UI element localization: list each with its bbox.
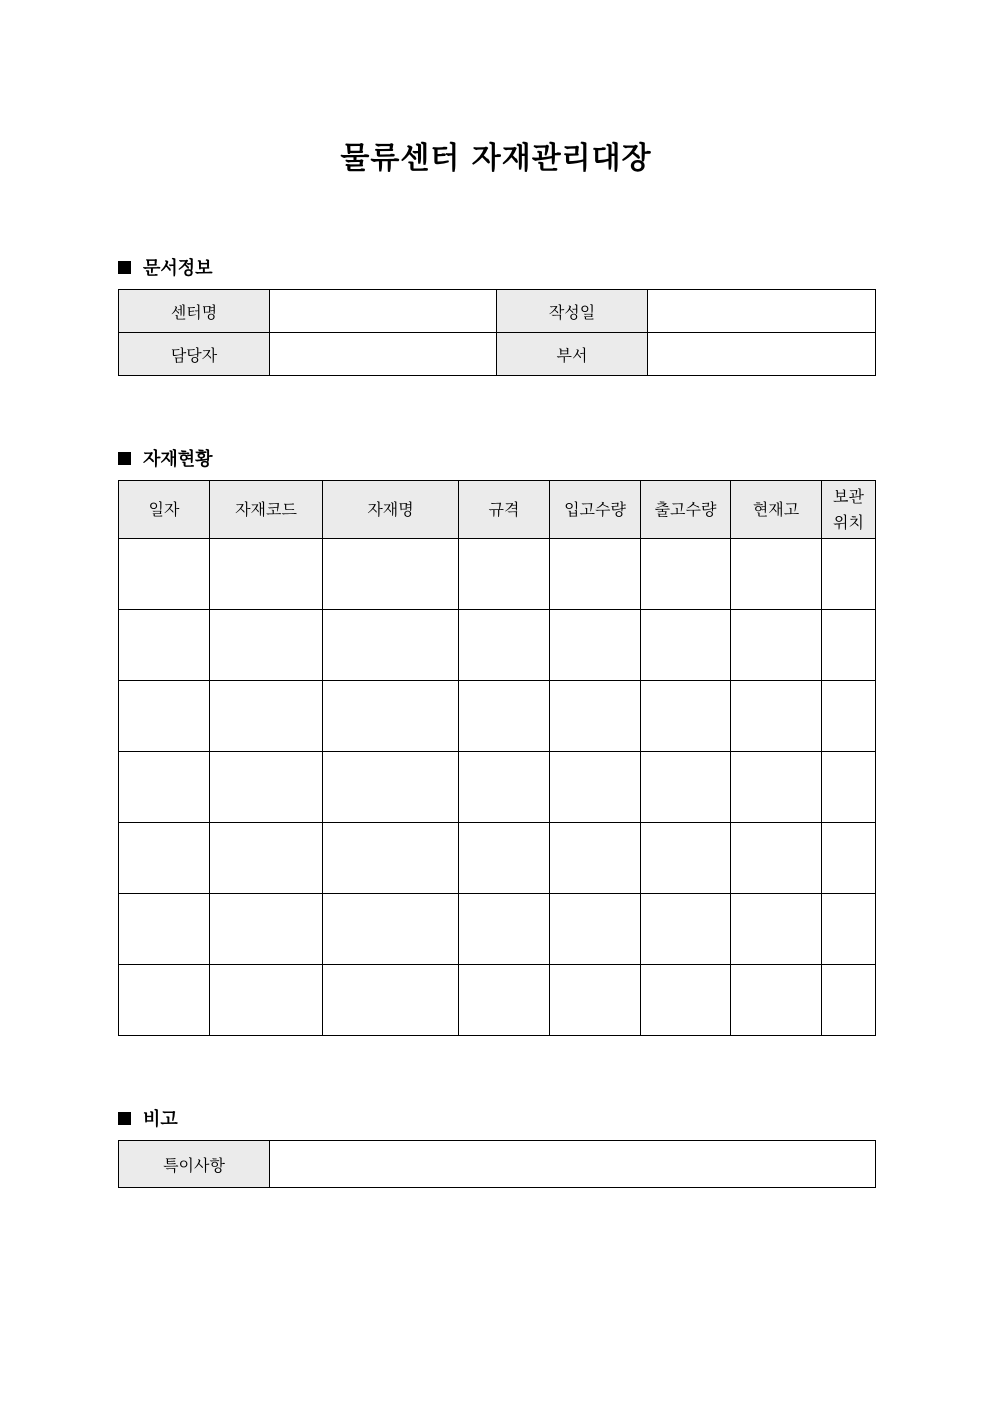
center-name-label: 센터명 — [119, 290, 270, 333]
column-header-date: 일자 — [119, 481, 210, 539]
table-cell[interactable] — [210, 894, 323, 965]
table-cell[interactable] — [119, 752, 210, 823]
table-cell[interactable] — [210, 610, 323, 681]
table-cell[interactable] — [119, 681, 210, 752]
column-header-storage-location — [822, 481, 876, 539]
table-cell[interactable] — [459, 539, 550, 610]
table-cell[interactable] — [459, 894, 550, 965]
table-cell[interactable] — [323, 894, 459, 965]
table-cell[interactable] — [323, 823, 459, 894]
remarks-label: 특이사항 — [119, 1141, 270, 1188]
header-line: 보관 — [833, 486, 864, 506]
column-header-current-stock: 현재고 — [731, 481, 822, 539]
center-name-field[interactable] — [270, 290, 497, 333]
table-cell[interactable] — [822, 894, 876, 965]
table-cell[interactable] — [459, 681, 550, 752]
table-cell[interactable] — [550, 681, 641, 752]
table-cell[interactable] — [550, 823, 641, 894]
date-field[interactable] — [648, 290, 876, 333]
table-cell[interactable] — [459, 752, 550, 823]
date-label: 작성일 — [497, 290, 648, 333]
table-cell[interactable] — [119, 965, 210, 1036]
table-cell[interactable] — [822, 681, 876, 752]
table-cell[interactable] — [323, 610, 459, 681]
table-cell[interactable] — [119, 539, 210, 610]
table-cell[interactable] — [119, 610, 210, 681]
table-row — [119, 539, 876, 610]
table-cell[interactable] — [119, 823, 210, 894]
table-header-row — [119, 481, 876, 539]
table-cell[interactable] — [459, 823, 550, 894]
section-title: 자재현황 — [143, 449, 213, 470]
column-header-inbound-qty: 입고수량 — [550, 481, 641, 539]
table-cell[interactable] — [822, 610, 876, 681]
table-cell[interactable] — [822, 752, 876, 823]
section-heading-doc-info — [118, 254, 213, 280]
table-cell[interactable] — [641, 965, 731, 1036]
remarks-field[interactable] — [270, 1141, 876, 1188]
table-cell[interactable] — [822, 539, 876, 610]
square-bullet-icon — [118, 452, 131, 465]
table-cell[interactable] — [323, 681, 459, 752]
table-cell[interactable] — [210, 965, 323, 1036]
table-cell[interactable] — [550, 752, 641, 823]
table-cell[interactable] — [119, 894, 210, 965]
column-header-outbound-qty: 출고수량 — [641, 481, 731, 539]
table-row — [119, 823, 876, 894]
header-line: 위치 — [833, 512, 864, 532]
table-cell[interactable] — [210, 752, 323, 823]
table-cell[interactable] — [210, 823, 323, 894]
table-cell[interactable] — [641, 823, 731, 894]
table-row — [119, 333, 876, 376]
table-cell[interactable] — [550, 610, 641, 681]
table-row — [119, 965, 876, 1036]
doc-info-table — [118, 289, 876, 376]
table-cell[interactable] — [731, 752, 822, 823]
table-cell[interactable] — [731, 681, 822, 752]
table-cell[interactable] — [731, 894, 822, 965]
table-cell[interactable] — [323, 965, 459, 1036]
table-cell[interactable] — [641, 752, 731, 823]
table-cell[interactable] — [641, 539, 731, 610]
table-cell[interactable] — [323, 539, 459, 610]
table-cell[interactable] — [550, 539, 641, 610]
table-cell[interactable] — [550, 894, 641, 965]
table-cell[interactable] — [323, 752, 459, 823]
manager-label: 담당자 — [119, 333, 270, 376]
column-header-item-name: 자재명 — [323, 481, 459, 539]
table-row — [119, 752, 876, 823]
table-cell[interactable] — [641, 681, 731, 752]
table-cell[interactable] — [459, 965, 550, 1036]
table-cell[interactable] — [822, 965, 876, 1036]
table-cell[interactable] — [731, 539, 822, 610]
table-cell[interactable] — [731, 610, 822, 681]
section-heading-remarks — [118, 1105, 178, 1131]
column-header-spec: 규격 — [459, 481, 550, 539]
table-cell[interactable] — [210, 539, 323, 610]
table-row — [119, 290, 876, 333]
section-title: 비고 — [143, 1109, 178, 1130]
square-bullet-icon — [118, 1112, 131, 1125]
square-bullet-icon — [118, 261, 131, 274]
table-cell[interactable] — [731, 965, 822, 1036]
department-field[interactable] — [648, 333, 876, 376]
section-heading-stock — [118, 445, 213, 471]
column-header-item-code: 자재코드 — [210, 481, 323, 539]
table-cell[interactable] — [210, 681, 323, 752]
table-cell[interactable] — [731, 823, 822, 894]
table-cell[interactable] — [822, 823, 876, 894]
table-row — [119, 681, 876, 752]
table-cell[interactable] — [459, 610, 550, 681]
table-cell[interactable] — [550, 965, 641, 1036]
stock-table — [118, 480, 876, 1036]
page-title: 물류센터 자재관리대장 — [340, 141, 652, 176]
remarks-table — [118, 1140, 876, 1188]
table-row — [119, 1141, 876, 1188]
table-cell[interactable] — [641, 894, 731, 965]
table-row — [119, 610, 876, 681]
manager-field[interactable] — [270, 333, 497, 376]
table-cell[interactable] — [641, 610, 731, 681]
department-label: 부서 — [497, 333, 648, 376]
section-title: 문서정보 — [143, 258, 213, 279]
table-row — [119, 894, 876, 965]
